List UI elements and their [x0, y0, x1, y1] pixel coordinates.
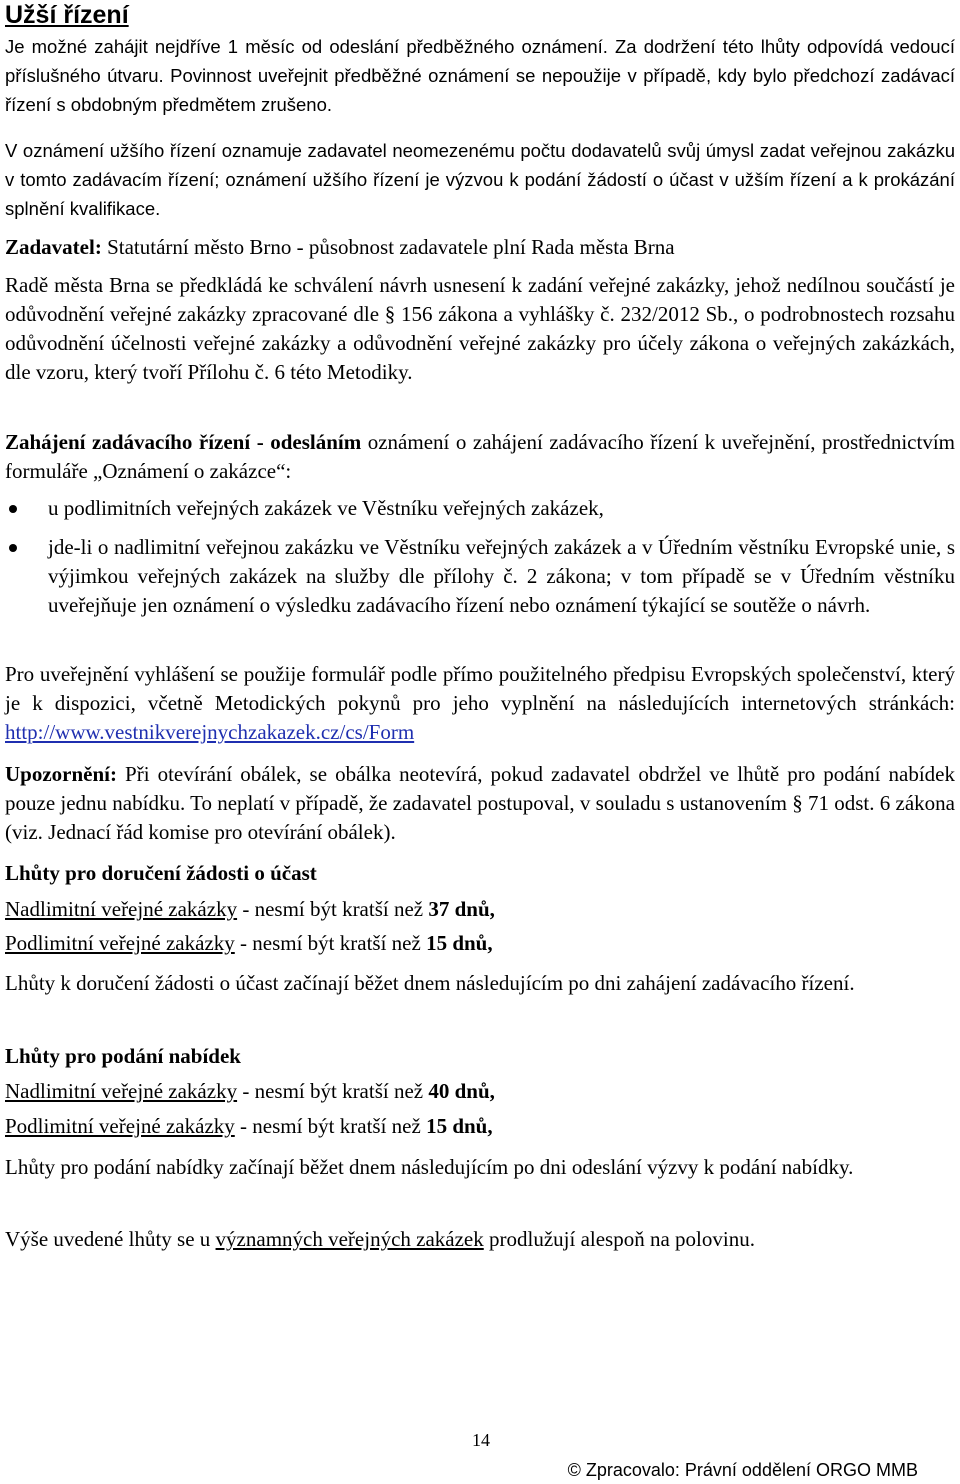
participation-deadlines-heading-text: Lhůty pro doručení žádosti o účast: [5, 861, 317, 885]
participation-row-below: [5, 929, 955, 958]
bid-deadlines-heading-text: Lhůty pro podání nabídek: [5, 1044, 241, 1068]
bullet-text-1: u podlimitních veřejných zakázek ve Věstníku veřejných zakázek,: [48, 496, 604, 520]
council-text-part2: , o podrobnostech rozsahu odůvodnění účelnosti veřejné zakázky a odůvodnění veřejné zakázky pro účely zákona o veřejných zakázkách, dle vzoru, který tvoří Přílohu č. 6 této Metodiky.: [5, 302, 955, 384]
council-text-part1: Radě města Brna se předkládá ke schválení návrh usnesení k zadání veřejné zakázky, jehož nedílnou součástí je odůvodnění veřejné zakázky zpracované dle § 156 zákona a vyhlášky č. 232/2012 Sb.: [5, 273, 955, 326]
contracting-authority-line: [5, 233, 955, 262]
procedure-start-label: Zahájení zadávacího řízení - odesláním: [5, 430, 362, 454]
bid-deadlines-note: Lhůty pro podání nabídky začínají běžet dnem následujícím po dni odeslání výzvy k podání nabídky.: [5, 1155, 854, 1179]
form-link[interactable]: http://www.vestnikverejnychzakazek.cz/cs/Form: [5, 720, 415, 744]
contracting-authority-text: Statutární město Brno - působnost zadavatele plní Rada města Brna: [101, 235, 675, 259]
row-value: 37 dnů,: [428, 897, 495, 921]
row-label: Podlimitní veřejné zakázky: [5, 1114, 235, 1138]
form-paragraph-text: Pro uveřejnění vyhlášení se použije formulář podle přímo použitelného předpisu Evropských společenství, který je k dispozici, včetně Metodických pokynů pro jeho vyplnění na následujících internetových stránkách:: [5, 662, 955, 715]
extension-paragraph: [5, 1225, 955, 1254]
participation-deadlines-note: Lhůty k doručení žádosti o účast začínají běžet dnem následujícím po dni zahájení zadávacího řízení.: [5, 971, 855, 995]
row-label: Podlimitní veřejné zakázky: [5, 931, 235, 955]
participation-row-above: [5, 895, 955, 924]
procedure-start-text: oznámení o zahájení zadávacího řízení k uveřejnění, prostřednictvím formuláře „Oznámení o zakázce“:: [5, 430, 955, 483]
warning-paragraph: [5, 760, 955, 847]
extension-text-after: prodlužují alespoň na polovinu.: [483, 1227, 755, 1251]
row-text: - nesmí být kratší než: [234, 931, 427, 955]
row-label: Nadlimitní veřejné zakázky: [5, 897, 238, 921]
bid-row-below: [5, 1112, 955, 1141]
bullet-text-2: jde-li o nadlimitní veřejnou zakázku ve Věstníku veřejných zakázek a v Úředním věstníku Evropské unie, s výjimkou veřejných zakázek na služby dle přílohy č. 2 zákona; v tom případě se v Úředním věstníku uveřejňuje jen oznámení o výsledku zadávacího řízení nebo oznámení týkající se soutěže o návrh.: [48, 535, 955, 617]
row-label: Nadlimitní veřejné zakázky: [5, 1079, 238, 1103]
bullet-dot-icon: [9, 505, 17, 513]
row-value: 40 dnů,: [428, 1079, 495, 1103]
council-paragraph: [5, 271, 955, 387]
row-text: - nesmí být kratší než: [237, 897, 429, 921]
bullet-dot-icon: [9, 544, 17, 552]
bid-row-above: [5, 1077, 955, 1106]
row-text: - nesmí být kratší než: [237, 1079, 429, 1103]
procedure-start-paragraph: [5, 428, 955, 486]
intro-paragraph: Je možné zahájit nejdříve 1 měsíc od odeslání předběžného oznámení. Za dodržení této lhůty odpovídá vedoucí příslušného útvaru. Povinnost uveřejnit předběžné oznámení se nepoužije v případě, kdy bylo předchozí zadávací řízení s obdobným předmětem zrušeno.: [5, 36, 955, 115]
contracting-authority-label: Zadavatel:: [5, 235, 102, 259]
bid-deadlines-heading: [5, 1042, 955, 1071]
row-value: 15 dnů,: [426, 931, 493, 955]
row-value: 15 dnů,: [426, 1114, 493, 1138]
row-text: - nesmí být kratší než: [234, 1114, 427, 1138]
warning-text: Při otevírání obálek, se obálka neotevírá, pokud zadavatel obdržel ve lhůtě pro podání nabídek pouze jednu nabídku. To neplatí v případě, že zadavatel postupoval, v souladu s ustanovením § 71 odst. 6 zákona (viz. Jednací řád komise pro otevírání obálek).: [5, 762, 955, 844]
page-number: 14: [472, 1430, 490, 1450]
significant-contracts-link: významných veřejných zakázek: [215, 1227, 484, 1251]
extension-text-before: Výše uvedené lhůty se u: [5, 1227, 216, 1251]
section-title: Užší řízení: [5, 1, 129, 29]
participation-deadlines-heading: [5, 859, 955, 888]
footer-credit: © Zpracovalo: Právní oddělení ORGO MMB: [567, 1460, 918, 1480]
notice-paragraph: V oznámení užšího řízení oznamuje zadavatel neomezenému počtu dodavatelů svůj úmysl zadat veřejnou zakázku v tomto zadávacím řízení; oznámení užšího řízení je výzvou k podání žádostí o účast v užším řízení a k prokázání splnění kvalifikace.: [5, 140, 955, 219]
warning-label: Upozornění:: [5, 762, 117, 786]
form-paragraph: [5, 660, 955, 747]
